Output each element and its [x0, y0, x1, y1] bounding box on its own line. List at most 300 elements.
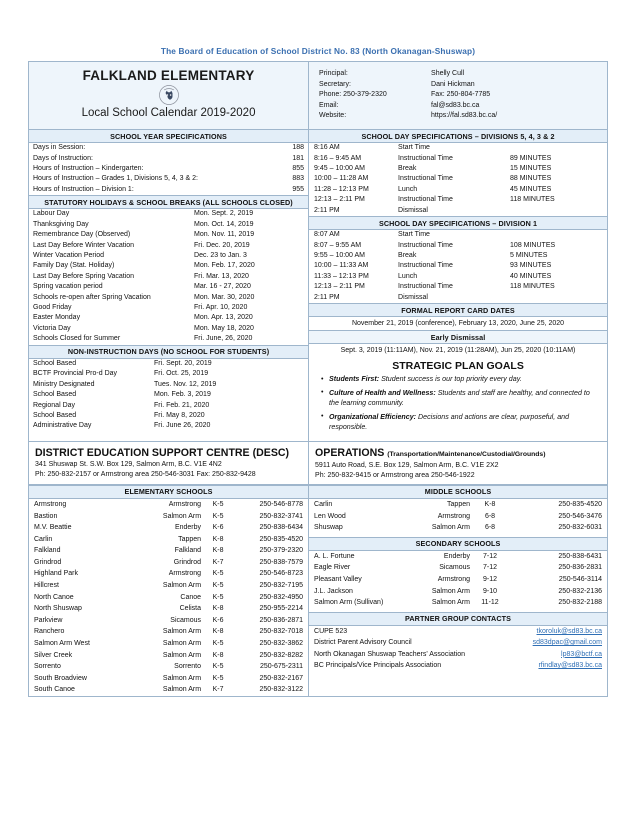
school-row — [29, 568, 308, 580]
school-grades: K-5 — [212, 674, 224, 682]
school-year-header: SCHOOL YEAR SPECIFICATIONS — [29, 129, 308, 143]
holiday-date: Dec. 23 to Jan. 3 — [194, 252, 247, 260]
school-name: Armstrong — [34, 500, 67, 508]
school-grades: K-5 — [212, 593, 224, 601]
spec-minutes — [510, 143, 602, 153]
school-phone: 250-838-6434 — [259, 524, 304, 532]
school-grades: K-5 — [212, 663, 224, 671]
holiday-label: Schools Closed for Summer — [33, 335, 121, 343]
report-card-dates: November 21, 2019 (conference), February 13, 2020, June 25, 2020 — [351, 320, 565, 328]
holiday-row — [29, 324, 308, 334]
school-town: Tappen — [178, 535, 202, 543]
school-town: Canoe — [180, 593, 202, 601]
school-row — [29, 557, 308, 569]
school-grades: 9-12 — [482, 576, 497, 584]
school-phone: 250-546-3476 — [558, 512, 602, 520]
spec-time: 12:13 – 2:11 PM — [314, 283, 365, 291]
school-grades: 9-10 — [482, 587, 497, 595]
goal-item — [321, 388, 597, 409]
holiday-label: Remembrance Day (Observed) — [33, 231, 131, 239]
school-phone: 250-838-6431 — [558, 552, 602, 560]
school-row — [29, 580, 308, 592]
contact-label: Website: — [319, 112, 347, 120]
spec-label: Days in Session: — [33, 144, 86, 152]
spec-minutes — [510, 206, 602, 216]
holiday-date: Fri. Dec. 20, 2019 — [194, 241, 250, 249]
spec-time: 8:16 AM — [314, 144, 340, 152]
holiday-date: Mon. Sept. 2, 2019 — [194, 210, 254, 218]
school-name: Eagle River — [314, 564, 351, 572]
school-grades: K-8 — [212, 651, 224, 659]
spec-label: Hours of Instruction – Grades 1, Divisions 5, 4, 3 & 2: — [33, 175, 198, 183]
school-name: South Canoe — [34, 686, 75, 694]
partner-name: CUPE 523 — [314, 628, 348, 636]
holiday-row — [29, 220, 308, 230]
school-phone: 250-832-6031 — [558, 524, 602, 532]
nid-label: School Based — [33, 359, 77, 367]
school-name: Ranchero — [34, 628, 65, 636]
spec-desc: Lunch — [398, 185, 418, 193]
school-phone: 250-838-7579 — [259, 558, 304, 566]
school-name: Bastion — [34, 512, 58, 520]
nid-date: Fri. May 8, 2020 — [154, 411, 205, 419]
contact-row — [319, 80, 597, 91]
school-grades: K-8 — [484, 500, 496, 508]
day-spec-row — [309, 195, 607, 205]
school-phone: 250-955-2214 — [259, 605, 304, 613]
school-town: Armstrong — [437, 576, 470, 584]
operations-title — [315, 447, 601, 461]
spec-desc: Instructional Time — [398, 283, 453, 291]
holiday-label: Winter Vacation Period — [33, 252, 105, 260]
goal-title: Culture of Health and Wellness: — [329, 388, 436, 397]
holiday-label: Victoria Day — [33, 324, 71, 332]
day-spec-row — [309, 174, 607, 184]
non-instruction-header: NON-INSTRUCTION DAYS (NO SCHOOL FOR STUDENTS) — [29, 345, 308, 359]
spec-value: 188 — [292, 144, 305, 152]
school-row — [309, 562, 607, 574]
spec-time: 8:07 – 9:55 AM — [314, 241, 362, 249]
school-row — [309, 574, 607, 586]
holiday-label: Thanksgiving Day — [33, 220, 89, 228]
school-row — [309, 586, 607, 598]
school-town: Falkland — [174, 547, 202, 555]
spec-minutes — [510, 230, 602, 240]
operations-subtitle: (Transportation/Maintenance/Custodial/Grounds) — [387, 450, 546, 458]
spec-label: Hours of Instruction – Division 1: — [33, 185, 134, 193]
spec-row — [29, 154, 308, 164]
school-phone: 250-832-2188 — [558, 599, 602, 607]
school-phone: 250-546-3114 — [558, 576, 602, 584]
partner-email[interactable]: rfindlay@sd83.bc.ca — [538, 662, 602, 670]
spec-time: 9:55 – 10:00 AM — [314, 252, 366, 260]
school-town: Sicamous — [439, 564, 470, 572]
school-row — [309, 551, 607, 563]
school-grades: 6-8 — [484, 512, 496, 520]
contact-label: Email: — [319, 101, 339, 109]
school-town: Salmon Arm — [162, 628, 202, 636]
nid-label: School Based — [33, 411, 77, 419]
partner-email[interactable]: lp83@bctf.ca — [561, 650, 602, 658]
spec-value: 955 — [292, 185, 305, 193]
middle-secondary-block — [309, 485, 607, 696]
holiday-date: Mon. Oct. 14, 2019 — [194, 220, 254, 228]
day-specs-div5432-list — [309, 143, 607, 216]
holiday-label: Good Friday — [33, 304, 72, 312]
spec-desc: Dismissal — [398, 293, 428, 301]
contact-value: Fax: 250-804-7785 — [431, 91, 491, 99]
school-name: Hillcrest — [34, 582, 59, 590]
school-row — [29, 511, 308, 523]
holiday-date: Mon. Apr. 13, 2020 — [194, 314, 253, 322]
school-name: Carlin — [314, 500, 333, 508]
operations-title-text: OPERATIONS — [315, 446, 385, 459]
secondary-schools-header: SECONDARY SCHOOLS — [309, 537, 607, 551]
spec-desc: Break — [398, 165, 417, 172]
day-spec-row — [309, 261, 607, 271]
partner-name: North Okanagan Shuswap Teachers' Association — [314, 650, 466, 658]
contact-row — [319, 101, 597, 112]
school-name: North Canoe — [34, 593, 74, 601]
spec-desc: Dismissal — [398, 206, 428, 214]
spec-value: 883 — [292, 175, 305, 183]
desc-title: DISTRICT EDUCATION SUPPORT CENTRE (DESC) — [35, 446, 290, 459]
partner-row — [309, 626, 607, 637]
school-name: Grindrod — [34, 558, 62, 566]
contact-value: Shelly Cull — [431, 70, 465, 77]
holiday-label: Easter Monday — [33, 314, 81, 322]
school-name: Sorrento — [34, 663, 61, 671]
goal-title: Students First: — [329, 375, 380, 384]
school-phone: 250-832-8282 — [259, 651, 304, 659]
school-phone: 250-546-8723 — [259, 570, 304, 578]
spec-desc: Instructional Time — [398, 241, 453, 249]
support-centres-section — [29, 441, 607, 484]
holiday-date: Fri. June, 26, 2020 — [194, 335, 253, 343]
nid-label: Regional Day — [33, 401, 76, 409]
desc-address: 341 Shuswap St. S.W. Box 129, Salmon Arm, B.C. V1E 4N2 — [35, 460, 222, 468]
day-spec-row — [309, 251, 607, 261]
elementary-list — [29, 499, 308, 696]
operations-phone: Ph: 250-832-9415 or Armstrong area 250-546-1922 — [315, 471, 475, 479]
right-column — [309, 62, 607, 441]
school-row — [29, 638, 308, 650]
school-town: Salmon Arm — [162, 674, 202, 682]
goal-title: Organizational Efficiency: — [329, 412, 417, 421]
partner-email[interactable]: sd83dpac@gmail.com — [532, 639, 602, 647]
holiday-row — [29, 293, 308, 303]
holidays-list — [29, 209, 308, 344]
school-row — [309, 499, 607, 511]
partner-row — [309, 660, 607, 671]
desc-block — [29, 442, 309, 484]
spec-time: 2:11 PM — [314, 206, 340, 214]
school-phone: 250-675-2311 — [259, 663, 304, 671]
holiday-label: Last Day Before Spring Vacation — [33, 272, 135, 280]
school-grades: K-8 — [212, 628, 224, 636]
early-dismissal-header: Early Dismissal — [309, 330, 607, 344]
spec-time: 2:11 PM — [314, 293, 340, 301]
school-grades: K-7 — [212, 558, 224, 566]
contact-row — [319, 90, 597, 101]
partner-email[interactable]: tkoroluk@sd83.bc.ca — [536, 628, 602, 636]
spec-minutes: 108 MINUTES — [510, 241, 556, 249]
left-spacer — [29, 432, 308, 441]
day-spec-row — [309, 241, 607, 251]
holiday-row — [29, 334, 308, 344]
left-column — [29, 62, 309, 441]
school-name: Silver Creek — [34, 651, 73, 659]
nid-row — [29, 390, 308, 400]
school-grades: 6-8 — [484, 524, 496, 532]
spec-desc: Start Time — [398, 144, 430, 152]
school-name: Falkland — [34, 547, 61, 555]
holiday-row — [29, 282, 308, 292]
school-town: Tappen — [447, 500, 470, 508]
holiday-date: Mon. Mar. 30, 2020 — [194, 293, 255, 301]
spec-desc: Start Time — [398, 231, 430, 239]
nid-row — [29, 359, 308, 369]
school-town: Salmon Arm — [162, 686, 202, 694]
spec-minutes: 93 MINUTES — [510, 262, 552, 270]
school-town: Enderby — [174, 524, 202, 532]
contact-label: Secretary: — [319, 80, 351, 88]
school-phone: 250-832-7195 — [259, 582, 304, 590]
spec-time: 8:16 – 9:45 AM — [314, 154, 362, 162]
nid-date: Fri. Sept. 20, 2019 — [154, 359, 212, 367]
desc-phone: Ph: 250-832-2157 or Armstrong area 250-546-3031 Fax: 250-832-9428 — [35, 470, 256, 478]
school-town: Salmon Arm — [162, 512, 202, 520]
nid-date: Fri. June 26, 2020 — [154, 422, 211, 430]
nid-label: Administrative Day — [33, 422, 92, 430]
nid-row — [29, 401, 308, 411]
school-name: FALKLAND ELEMENTARY — [82, 68, 255, 83]
holiday-row — [29, 251, 308, 261]
goal-item — [321, 374, 597, 384]
school-row — [29, 534, 308, 546]
school-grades: K-5 — [212, 512, 224, 520]
school-name: J.L. Jackson — [314, 587, 353, 595]
holiday-label: Spring vacation period — [33, 283, 103, 291]
school-phone: 250-832-3741 — [259, 512, 304, 520]
school-town: Sicamous — [170, 616, 202, 624]
holiday-date: Fri. Mar. 13, 2020 — [194, 272, 249, 280]
calendar-frame — [28, 61, 608, 697]
contact-panel — [309, 62, 607, 129]
holiday-label: Family Day (Stat. Holiday) — [33, 262, 115, 270]
school-grades: K-6 — [212, 524, 224, 532]
spec-time: 8:07 AM — [314, 231, 340, 239]
non-instruction-list — [29, 359, 308, 432]
spec-minutes: 89 MINUTES — [510, 154, 552, 162]
board-banner: The Board of Education of School District No. 83 (North Okanagan-Shuswap) — [160, 46, 476, 56]
holiday-row — [29, 209, 308, 219]
partner-contacts-header: PARTNER GROUP CONTACTS — [309, 612, 607, 626]
school-name: Pleasant Valley — [314, 576, 362, 584]
school-grades: K-8 — [212, 535, 224, 543]
school-grades: K-5 — [212, 570, 224, 578]
school-town: Armstrong — [168, 500, 202, 508]
spec-minutes: 45 MINUTES — [510, 185, 552, 193]
school-grades: K-5 — [212, 500, 224, 508]
elementary-header: ELEMENTARY SCHOOLS — [29, 485, 308, 499]
school-town: Grindrod — [173, 558, 202, 566]
school-logo-icon — [157, 84, 181, 106]
day-spec-row — [309, 206, 607, 216]
school-phone: 250-832-2136 — [558, 587, 602, 595]
school-town: Salmon Arm — [162, 651, 202, 659]
spec-time: 11:28 – 12:13 PM — [314, 185, 369, 193]
day-spec-row — [309, 154, 607, 164]
goal-text: Students and staff are healthy, and connected to the learning community. — [329, 388, 590, 408]
school-name: Carlin — [34, 535, 53, 543]
school-row — [29, 499, 308, 511]
nid-row — [29, 411, 308, 421]
holiday-row — [29, 241, 308, 251]
spec-time: 9:45 – 10:00 AM — [314, 165, 366, 172]
school-grades: K-8 — [212, 547, 224, 555]
school-row — [29, 626, 308, 638]
goal-text: Decisions and actions are clear, purposeful, and responsible. — [329, 412, 570, 432]
spec-value: 181 — [292, 154, 305, 162]
school-row — [29, 522, 308, 534]
holiday-row — [29, 303, 308, 313]
day-spec-row — [309, 293, 607, 303]
spec-row — [29, 143, 308, 153]
top-section — [29, 62, 607, 441]
school-grades: K-6 — [212, 616, 224, 624]
school-town: Celista — [179, 605, 202, 613]
school-name: Highland Park — [34, 570, 78, 578]
school-town: Armstrong — [437, 512, 470, 520]
school-row — [29, 592, 308, 604]
day-spec-row — [309, 272, 607, 282]
day-spec-row — [309, 185, 607, 195]
school-name: South Broadview — [34, 674, 87, 682]
school-town: Salmon Arm — [162, 582, 202, 590]
school-phone: 250-835-4520 — [558, 500, 602, 508]
school-grades: K-5 — [212, 582, 224, 590]
school-name: Len Wood — [314, 512, 346, 520]
holiday-date: Mon. Nov. 11, 2019 — [194, 231, 255, 239]
goal-item — [321, 412, 597, 433]
holiday-row — [29, 313, 308, 323]
nid-date: Mon. Feb. 3, 2019 — [154, 391, 211, 399]
spec-label: Days of Instruction: — [33, 154, 93, 162]
operations-block — [309, 442, 607, 484]
day-spec-row — [309, 230, 607, 240]
partner-name: District Parent Advisory Council — [314, 639, 412, 647]
spec-minutes: 40 MINUTES — [510, 272, 552, 280]
school-grades: K-8 — [212, 605, 224, 613]
holiday-row — [29, 261, 308, 271]
holiday-row — [29, 272, 308, 282]
middle-schools-header: MIDDLE SCHOOLS — [309, 485, 607, 499]
school-town: Salmon Arm — [162, 640, 202, 648]
holiday-date: Mar. 16 - 27, 2020 — [194, 283, 251, 291]
nid-label: School Based — [33, 391, 77, 399]
operations-address: 5911 Auto Road, S.E. Box 129, Salmon Arm, B.C. V1E 2X2 — [315, 461, 499, 469]
school-name: Shuswap — [314, 524, 343, 532]
contact-row — [319, 69, 597, 80]
school-phone: 250-832-7018 — [259, 628, 304, 636]
school-name: Parkview — [34, 616, 63, 624]
school-phone: 250-836-2831 — [558, 564, 602, 572]
school-grades: K-7 — [212, 686, 224, 694]
school-row — [29, 615, 308, 627]
partner-contacts-list — [309, 626, 607, 672]
holiday-label: Schools re-open after Spring Vacation — [33, 293, 151, 301]
day-specs-div1-list — [309, 230, 607, 303]
spec-desc: Break — [398, 252, 417, 260]
school-grades: K-5 — [212, 640, 224, 648]
school-town: Salmon Arm — [431, 524, 470, 532]
school-year-list — [29, 143, 308, 195]
school-grades: 7-12 — [482, 552, 497, 560]
school-row — [309, 597, 607, 609]
contact-email[interactable]: fal@sd83.bc.ca — [431, 101, 480, 109]
school-town: Armstrong — [168, 570, 202, 578]
school-row — [29, 545, 308, 557]
early-dismissal-dates: Sept. 3, 2019 (11:11AM), Nov. 21, 2019 (11:28AM), Jun 25, 2020 (10:11AM) — [340, 347, 576, 355]
school-name: Salmon Arm (Sullivan) — [314, 599, 384, 607]
spec-minutes: 5 MINUTES — [510, 252, 548, 260]
school-name: North Shuswap — [34, 605, 82, 613]
strategic-plan-goals — [309, 374, 607, 439]
spec-desc: Instructional Time — [398, 154, 453, 162]
school-phone: 250-836-2871 — [259, 616, 304, 624]
nid-date: Fri. Oct. 25, 2019 — [154, 370, 209, 378]
school-phone: 250-835-4520 — [259, 535, 304, 543]
nid-date: Fri. Feb. 21, 2020 — [154, 401, 210, 409]
school-header — [29, 62, 308, 129]
spec-minutes: 118 MINUTES — [510, 196, 555, 204]
holiday-label: Labour Day — [33, 210, 70, 218]
schools-section — [29, 484, 607, 696]
school-row — [29, 673, 308, 685]
school-row — [29, 650, 308, 662]
school-row — [29, 603, 308, 615]
spec-desc: Instructional Time — [398, 196, 453, 204]
spec-minutes: 118 MINUTES — [510, 283, 555, 291]
school-town: Sorrento — [174, 663, 202, 671]
school-row — [309, 511, 607, 523]
day-specs-div1-header: SCHOOL DAY SPECIFICATIONS – DIVISION 1 — [309, 216, 607, 230]
nid-row — [29, 421, 308, 431]
spec-value: 855 — [292, 165, 305, 172]
holiday-date: Mon. May 18, 2020 — [194, 324, 254, 332]
school-name: M.V. Beattie — [34, 524, 72, 532]
school-phone: 250-832-3122 — [259, 686, 304, 694]
school-phone: 250-832-2167 — [259, 674, 304, 682]
holiday-date: Fri. Apr. 10, 2020 — [194, 304, 248, 312]
holiday-label: Last Day Before Winter Vacation — [33, 241, 135, 249]
nid-label: BCTF Provincial Pro-d Day — [33, 370, 118, 378]
spec-desc: Instructional Time — [398, 262, 453, 270]
spec-label: Hours of Instruction – Kindergarten: — [33, 165, 144, 172]
spec-minutes: 15 MINUTES — [510, 165, 552, 172]
spec-desc: Lunch — [398, 272, 418, 280]
contact-website[interactable]: https://fal.sd83.bc.ca/ — [431, 112, 498, 120]
partner-name: BC Principals/Vice Principals Association — [314, 662, 442, 670]
school-name: A. L. Fortune — [314, 552, 355, 560]
contact-label: Principal: — [319, 70, 348, 77]
elementary-block — [29, 485, 309, 696]
school-row — [29, 684, 308, 696]
nid-date: Tues. Nov. 12, 2019 — [154, 380, 217, 388]
contact-value: Dani Hickman — [431, 80, 475, 88]
spec-time: 12:13 – 2:11 PM — [314, 196, 365, 204]
